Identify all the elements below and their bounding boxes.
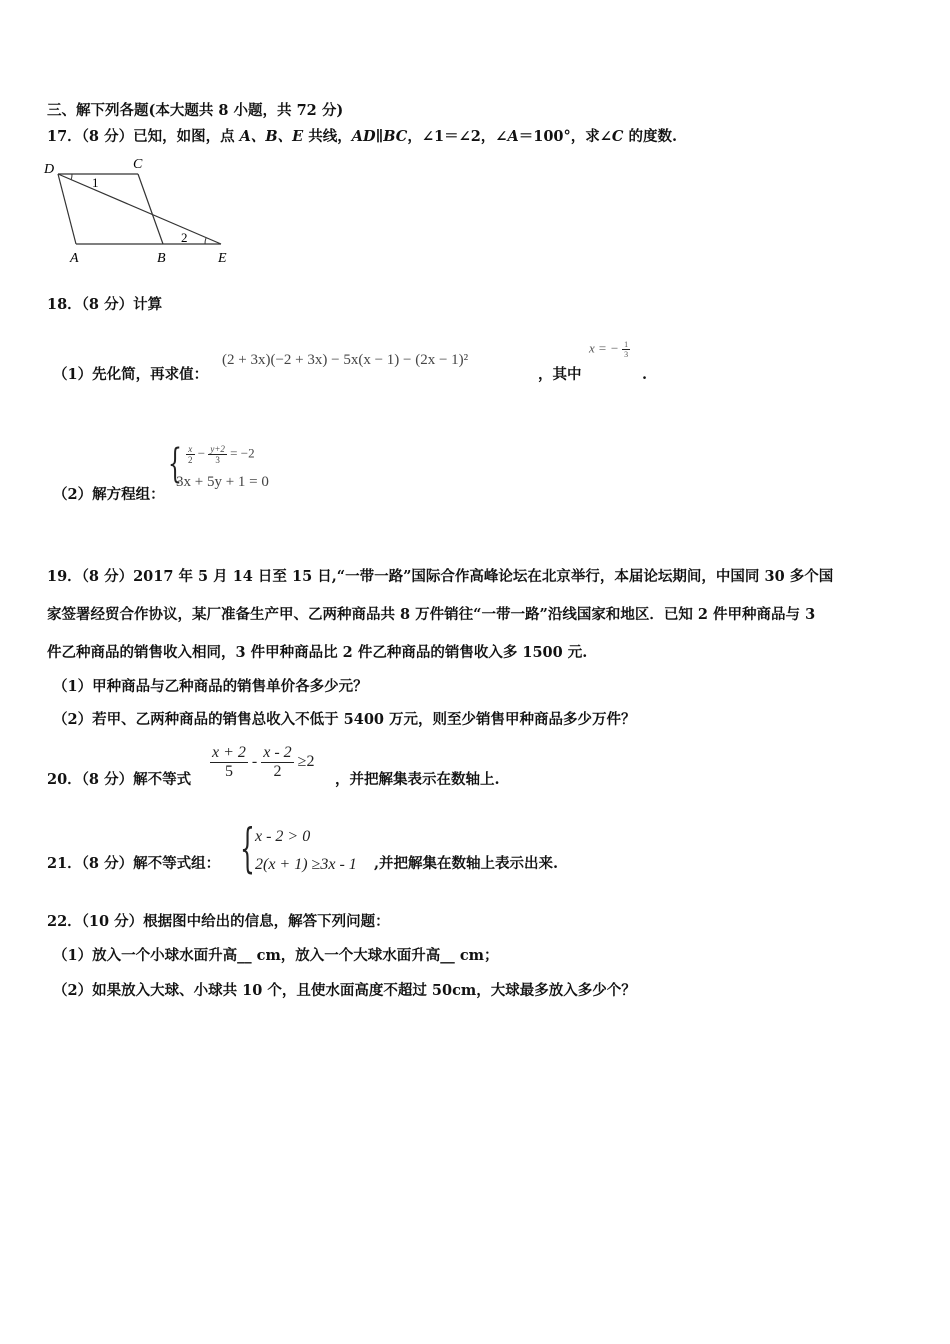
q18-cond-lhs: x = −	[589, 340, 619, 356]
q17-angle-a: A	[507, 128, 519, 145]
q18-system-eq2: 3x + 5y + 1 = 0	[176, 474, 269, 490]
q18-part1-end: .	[642, 366, 648, 383]
q17-points: A、B、E	[239, 128, 304, 145]
label-c: C	[133, 157, 143, 172]
section-title: 三、解下列各题(本大题共 8 小题，共 72 分)	[47, 102, 344, 119]
segment-da	[58, 174, 76, 244]
q20-n1: x + 2	[212, 744, 246, 761]
q18-cond-den: 3	[624, 350, 629, 359]
q17-text-c: ，∠1＝∠2，∠	[407, 128, 508, 145]
q21-system-brace: {	[240, 819, 255, 879]
q19-part-1: （1）甲种商品与乙种商品的销售单价各多少元？	[53, 678, 368, 695]
q18-system-brace: {	[168, 441, 182, 487]
question-18-title: 18．（8 分）计算	[47, 296, 163, 313]
label-e: E	[218, 251, 227, 266]
q21-prefix: 21．（8 分）解不等式组：	[47, 855, 221, 872]
q20-suffix: ，并把解集表示在数轴上.	[335, 771, 500, 788]
q18-cond-num: 1	[624, 340, 629, 349]
q19-line-2: 家签署经贸合作协议，某厂准备生产甲、乙两种商品共 8 万件销往“一带一路”沿线国家和地区．已知 2 件甲种商品与 3	[47, 606, 816, 623]
label-angle-2: 2	[181, 230, 188, 245]
q18-eq1-d2: 3	[215, 455, 220, 465]
q17-parallel: AD∥BC	[351, 128, 408, 145]
label-b: B	[157, 251, 166, 266]
segment-de	[58, 174, 221, 244]
label-angle-1: 1	[92, 175, 99, 190]
label-a: A	[70, 251, 79, 266]
q17-text-e: 的度数.	[623, 128, 678, 145]
q18-part1-mid: ，其中	[538, 366, 582, 383]
q18-eq1-rhs: = −2	[230, 445, 255, 461]
q18-eq1-op: −	[197, 445, 206, 461]
q21-inequality-2: 2(x + 1) ≥3x - 1	[255, 856, 357, 873]
q18-cond-frac	[622, 340, 630, 359]
q18-system-eq1	[186, 444, 255, 465]
q21-inequality-1: x - 2 > 0	[255, 828, 311, 845]
q17-text-b: 共线，	[303, 128, 352, 145]
angle-1-arc	[71, 174, 72, 180]
q22-title: 22．（10 分）根据图中给出的信息，解答下列问题：	[47, 913, 390, 930]
segment-cb	[138, 174, 163, 244]
label-d: D	[44, 162, 55, 177]
q20-d2: 2	[273, 763, 282, 780]
question-17-text	[47, 128, 677, 145]
q18-part1-condition	[589, 340, 630, 359]
q17-text-d: ＝100°，求∠	[518, 128, 612, 145]
q22-part-2: （2）如果放入大球、小球共 10 个，且使水面高度不超过 50cm，大球最多放入多少个？	[53, 982, 636, 999]
q17-text-a: 17．（8 分）已知，如图，点	[47, 128, 240, 145]
q19-line-1: 19．（8 分）2017 年 5 月 14 日至 15 日,“一带一路”国际合作高峰论坛在北京举行，本届论坛期间，中国同 30 多个国	[47, 568, 834, 585]
q17-figure	[40, 152, 240, 268]
q20-inequality	[210, 744, 314, 781]
q20-prefix: 20．（8 分）解不等式	[47, 771, 192, 788]
q18-part2-prefix: （2）解方程组：	[53, 486, 165, 503]
q20-rhs: ≥2	[297, 753, 315, 771]
q21-suffix: ,并把解集在数轴上表示出来.	[374, 855, 559, 872]
q20-n2: x - 2	[263, 744, 292, 761]
q18-part1-prefix: （1）先化简，再求值：	[53, 366, 209, 383]
q18-part1	[53, 366, 208, 383]
q22-part-1: （1）放入一个小球水面升高__ cm，放入一个大球水面升高__ cm；	[53, 947, 499, 964]
q18-part1-expression: (2 + 3x)(−2 + 3x) − 5x(x − 1) − (2x − 1)²	[222, 352, 469, 368]
q18-eq1-n1: x	[186, 444, 195, 455]
q20-d1: 5	[224, 763, 233, 780]
q17-angle-c: C	[611, 128, 624, 145]
q18-eq1-d1: 2	[188, 455, 193, 465]
q20-op: -	[251, 753, 258, 771]
q18-eq1-n2: y+2	[210, 444, 225, 454]
q19-line-3: 件乙种商品的销售收入相同，3 件甲种商品比 2 件乙种商品的销售收入多 1500 元.	[47, 644, 588, 661]
angle-2-arc	[205, 238, 206, 244]
q19-part-2: （2）若甲、乙两种商品的销售总收入不低于 5400 万元，则至少销售甲种商品多少万件？	[53, 711, 636, 728]
